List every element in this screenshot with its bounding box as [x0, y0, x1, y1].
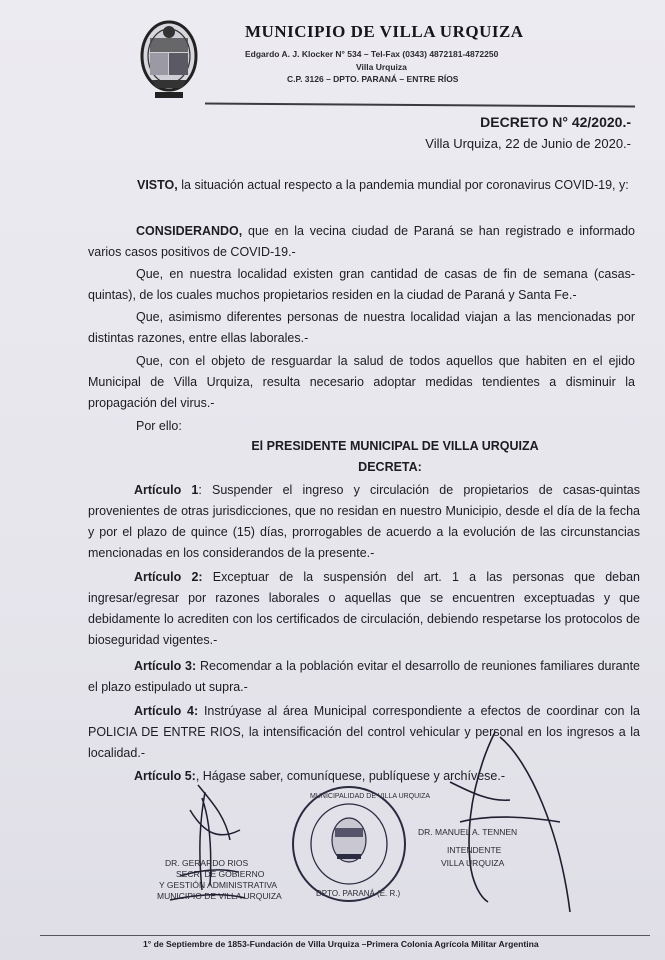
article-label: Artículo 2: [134, 570, 203, 584]
article-text: Exceptuar de la suspensión del art. 1 a las personas que deban ingresar/egresar por razones laborales o aquellas que se encuentren exceptuadas y que debidamente lo acrediten con los certificados de circulación, debiendo respetarse los protocolos de bioseguridad vigentes.- [88, 570, 640, 647]
mayor-line-3: VILLA URQUIZA [441, 858, 505, 868]
considerando-text: que en la vecina ciudad de Paraná se han registrado e informado varios casos positivos de COVID-19.- [88, 224, 635, 259]
mayor-line-1: DR. MANUEL A. TENNEN [418, 827, 518, 837]
postal-line: C.P. 3126 – DPTO. PARANÁ – ENTRE RÍOS [287, 74, 459, 84]
article-label: Artículo 3: [134, 659, 197, 673]
municipality-title: MUNICIPIO DE VILLA URQUIZA [245, 22, 524, 41]
secretary-line-2: SECR. DE GOBIERNO [176, 869, 265, 879]
considerando-label: CONSIDERANDO, [136, 224, 243, 238]
secretary-line-1: DR. GERARDO RIOS [165, 858, 249, 868]
que-paragraph-2: Que, asimismo diferentes personas de nuestra localidad viajan a las mencionadas por distintas razones, entre ellas laborales.- [88, 310, 635, 345]
decreta-heading: DECRETA: [358, 460, 422, 474]
visto-text: la situación actual respecto a la pandemia mundial por coronavirus COVID-19, y: [177, 178, 629, 192]
que-paragraph-3: Que, con el objeto de resguardar la salud de todos aquellos que habiten en el ejido Municipal de Villa Urquiza, resulta necesario adoptar medidas tendientes a disminuir la propagación del virus.- [88, 354, 635, 410]
article-text: , Hágase saber, comuníquese, publíquese y archívese.- [195, 769, 506, 783]
secretary-line-3: Y GESTIÓN ADMINISTRATIVA [159, 880, 278, 890]
article-label: Artículo 4: [134, 704, 199, 718]
seal-bottom-text: DPTO. PARANÁ (E. R.) [316, 889, 401, 898]
article-3 [88, 656, 640, 698]
official-seal-icon [290, 784, 408, 904]
article-2 [88, 567, 640, 651]
municipal-crest-icon [138, 18, 200, 102]
address-line: Edgardo A. J. Klocker N° 534 – Tel-Fax (0343) 4872181-4872250 [245, 49, 499, 59]
article-1 [88, 480, 640, 564]
header-divider [205, 102, 635, 107]
secretary-signature-icon [150, 780, 260, 930]
footer-text: 1° de Septiembre de 1853-Fundación de Villa Urquiza –Primera Colonia Agrícola Militar Argentina [143, 939, 539, 949]
article-label: Artículo 5: [134, 769, 196, 783]
visto-paragraph [137, 175, 637, 196]
considerando-paragraph [88, 221, 635, 263]
mayor-line-2: INTENDENTE [447, 845, 502, 855]
article-text: Instrúyase al área Municipal correspondiente a efectos de coordinar con la POLICIA DE ENTRE RIOS, la intensificación del control vehicular y personal en los ingresos a la localidad.- [88, 704, 641, 760]
article-text: Recomendar a la población evitar el desarrollo de reuniones familiares durante el plazo estipulado ut supra.- [88, 659, 641, 694]
seal-top-text: MUNICIPALIDAD DE VILLA URQUIZA [310, 793, 431, 800]
town-line: Villa Urquiza [356, 62, 407, 72]
por-ello: Por ello: [136, 419, 182, 433]
footer-divider [40, 935, 650, 936]
visto-label: VISTO, [137, 178, 178, 192]
secretary-line-4: MUNICIPIO DE VILLA URQUIZA [157, 891, 282, 901]
que-paragraph-1: Que, en nuestra localidad existen gran cantidad de casas de fin de semana (casas-quintas), de los cuales muchos propietarios residen en la ciudad de Paraná y Santa Fe.- [88, 267, 635, 302]
place-date: Villa Urquiza, 22 de Junio de 2020.- [425, 136, 631, 151]
mayor-signature-icon [440, 722, 585, 922]
decree-number: DECRETO N° 42/2020.- [480, 114, 631, 130]
article-label: Artículo 1 [134, 483, 199, 497]
president-heading: El PRESIDENTE MUNICIPAL DE VILLA URQUIZA [251, 439, 539, 453]
article-text: : Suspender el ingreso y circulación de propietarios de casas-quintas provenientes de otras jurisdicciones, que no residan en nuestro Municipio, desde el día de la fecha y por el plazo de quince (15) días, prorrogables de acuerdo a la evolución de las circunstancias mencionadas en los considerandos de la presente.- [88, 483, 640, 560]
